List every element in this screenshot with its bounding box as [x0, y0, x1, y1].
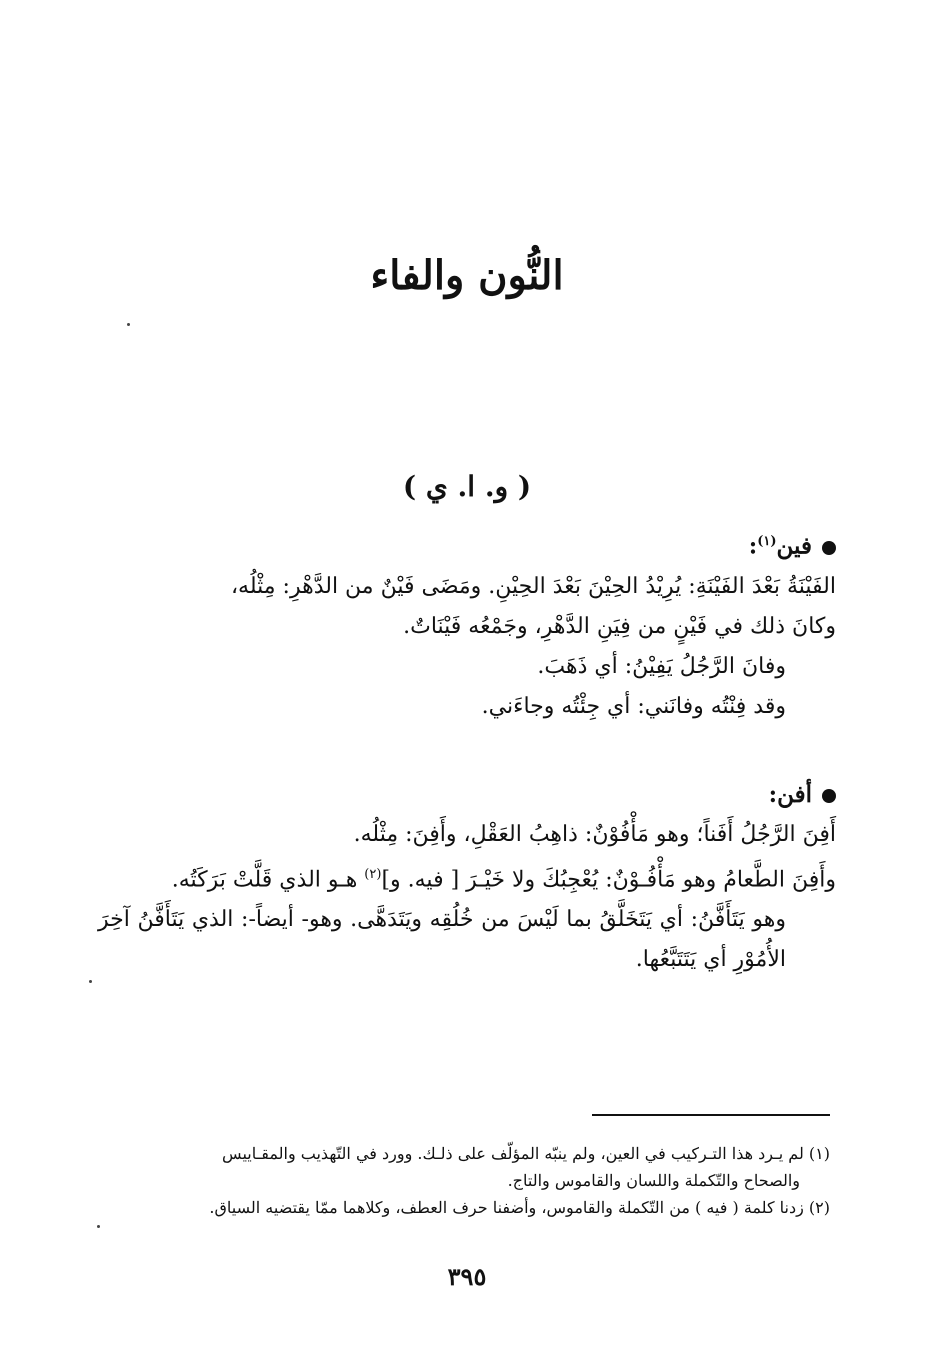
entry-line [98, 855, 836, 900]
entry-line: أَفِنَ الرَّجُلُ أَفَناً؛ وهو مَأْفُوْنٌ: ذاهِبُ العَقْلِ، وأَفِنَ: مِثْلُه. [353, 822, 836, 847]
page-number: ٣٩٥ [447, 1262, 487, 1291]
entry-head [98, 522, 836, 567]
entry-head-colon: : [768, 781, 778, 808]
entry-fin [98, 522, 836, 727]
footnote-marker: (٢) [364, 867, 382, 882]
entry-afn [98, 775, 836, 980]
footnote: (١) لم يـرد هذا التـركيب في العين، ولم ينبّه المؤلّف على ذلـك. وورد في التّهذيب والمقـاييس [222, 1144, 830, 1163]
entry-head-word: أفن [777, 781, 812, 808]
entry-head-word: فين [776, 532, 812, 560]
entry-line-part: هـو الذي قَلَّتْ بَرَكَتُه. [171, 867, 365, 893]
chapter-title: النُّون والفاء [370, 252, 564, 299]
footnotes [108, 1140, 830, 1221]
footnote: (٢) زدنا كلمة ( فيه ) من التّكملة والقاموس، وأضفنا حرف العطف، وكلاهما ممّا يقتضيه السياق. [209, 1198, 830, 1217]
root-heading: ( و. ا. ي ) [402, 470, 532, 503]
entry-line: وقد فِنْتُه وفانَني: أي جِئْتُه وجاءَني. [481, 693, 786, 719]
footnote-continuation: والصحاح والتّكملة واللسان والقاموس والتاج. [507, 1171, 800, 1190]
bullet-icon [822, 789, 836, 803]
footnote-separator [592, 1114, 830, 1116]
entry-line-part: وأَفِنَ الطَّعامُ وهو مَأْفُـوْنٌ: يُعْجِبُكَ ولا خَيْـرَ [ فيه. و] [381, 867, 836, 893]
entry-line: الفَيْنَةُ بَعْدَ الفَيْنَةِ: يُرِيْدُ الحِيْنَ بَعْدَ الحِيْنِ. ومَضَى فَيْنٌ من الدَّهْرِ: مِثْلُه، [230, 573, 836, 599]
scan-speck [127, 323, 130, 326]
entry-head [98, 775, 836, 815]
entry-line: وكانَ ذلك في فَيْنٍ من فِيَنِ الدَّهْرِ، وجَمْعُه فَيْنَاتٌ. [403, 613, 836, 639]
footnote-marker: (١) [757, 534, 777, 549]
entry-line: وفانَ الرَّجُلُ يَفِيْنُ: أي ذَهَبَ. [537, 653, 786, 679]
bullet-icon [822, 541, 836, 555]
scan-speck [97, 1225, 100, 1228]
entry-line: وهو يَتَأَفَّنُ: أي يَتَخَلَّقُ بما لَيْسَ من خُلُقِه ويَتَدَهَّى. وهو- أيضاً-: الذي يَتَأَفَّنُ آخِرَ الأُمُوْرِ أي يَتَتَبَّعُها. [98, 907, 786, 973]
scan-speck [89, 980, 92, 983]
entry-head-colon: : [748, 532, 758, 560]
